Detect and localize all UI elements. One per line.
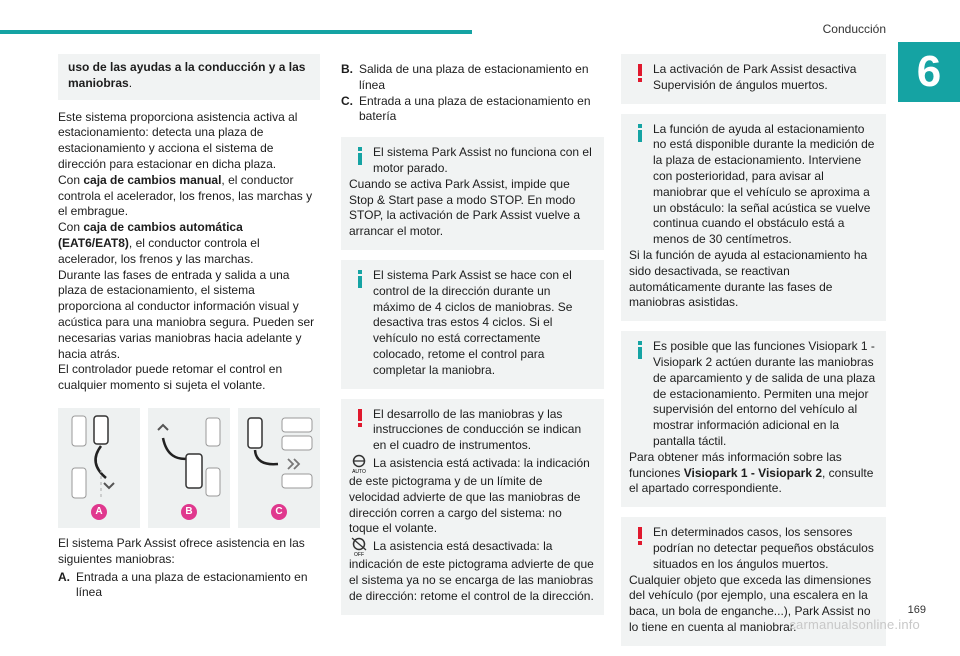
info-box-visiopark bbox=[621, 331, 886, 507]
warning-text: En determinados casos, los sensores podrían no detectar pequeños obstáculos situados en los ángulos muertos. bbox=[653, 525, 874, 571]
figure-panel-b bbox=[148, 408, 230, 528]
info-icon bbox=[353, 147, 367, 165]
list-label-a: A. bbox=[58, 569, 70, 584]
park-assist-figure bbox=[58, 408, 320, 528]
label-a: A bbox=[91, 504, 107, 520]
list-item-b bbox=[341, 62, 604, 94]
section-title: Conducción bbox=[822, 22, 886, 36]
parallel-parking-illustration bbox=[58, 408, 140, 508]
info-icon bbox=[633, 124, 647, 142]
svg-text:AUTO: AUTO bbox=[352, 468, 366, 474]
column-2 bbox=[341, 62, 604, 625]
info-icon bbox=[633, 341, 647, 359]
info-box-engine bbox=[341, 137, 604, 250]
maneuvers-intro: El sistema Park Assist ofrece asistencia en las siguientes maniobras: bbox=[58, 535, 305, 566]
list-item-a bbox=[58, 570, 320, 602]
label-b: B bbox=[181, 504, 197, 520]
page-number: 169 bbox=[907, 604, 926, 616]
info-text-rest: Cuando se activa Park Assist, impide que Stop & Start pase a modo STOP. En modo STOP, la activación de Park Assist vuelve a arrancar el motor. bbox=[349, 176, 581, 239]
note-bold-text: uso de las ayudas a la conducción y a las maniobras bbox=[68, 60, 306, 90]
info-text: El sistema Park Assist se hace con el control de la dirección durante un máximo de 4 ciclos de maniobras. Se desactiva tras estos 4 ciclos. Si el vehículo no está correctamente colocado, retome el control para completar la maniobra. bbox=[373, 267, 573, 377]
watermark: carmanualsonline.info bbox=[789, 617, 920, 632]
list-text-b: Salida de una plaza de estacionamiento en línea bbox=[359, 62, 589, 92]
continued-note-box bbox=[58, 54, 320, 100]
svg-text:OFF: OFF bbox=[354, 552, 364, 558]
assist-inactive-text: OFF La asistencia está desactivada: la indicación de este pictograma advierte de que el sistema ya no se encarga de las maniobras de dirección: retome el control de la dirección. bbox=[349, 537, 594, 604]
driver-control-paragraph: El controlador puede retomar el control en cualquier momento si sujeta el volante. bbox=[58, 362, 283, 393]
figure-panel-c bbox=[238, 408, 320, 528]
intro-paragraph: Este sistema proporciona asistencia activa al estacionamiento: detecta una plaza de estacionamiento y acciona el sistema de dirección para estacionar en dicha plaza. bbox=[58, 109, 298, 171]
info-text-rest: Si la función de ayuda al estacionamiento ha sido desactivada, se reactivan automáticamente durante las fases de maniobras asistidas. bbox=[629, 247, 868, 310]
steering-off-icon bbox=[349, 537, 369, 557]
header-accent-bar bbox=[0, 30, 472, 34]
list-label-b: B. bbox=[341, 62, 353, 76]
phases-paragraph: Durante las fases de entrada y salida a una plaza de estacionamiento, el sistema proporciona al conductor información visual y acústica para una maniobra segura. Pueden ser necesarias varias maniobras hacia adelante y hacia atrás. bbox=[58, 267, 315, 361]
list-item-c bbox=[341, 94, 604, 126]
list-text-a: Entrada a una plaza de estacionamiento en línea bbox=[76, 569, 308, 600]
warning-icon bbox=[633, 527, 647, 545]
column-1 bbox=[58, 54, 320, 601]
info-text: Es posible que las funciones Visiopark 1 - Visiopark 2 actúen durante las maniobras de aparcamiento y de salida de una plaza de estacionamiento. Permiten una mejor supervisión del entorno del vehículo al mostrar información adicional en la pantalla táctil. bbox=[653, 339, 876, 448]
info-box-parking-aid bbox=[621, 114, 886, 322]
chapter-number-tab: 6 bbox=[898, 42, 960, 102]
warning-box-blindspot bbox=[621, 54, 886, 104]
visiopark-reference: Para obtener más información sobre las funciones Visiopark 1 - Visiopark 2, consulte el apartado correspondiente. bbox=[629, 449, 874, 496]
steering-auto-icon bbox=[349, 454, 369, 474]
exit-parking-illustration bbox=[148, 408, 230, 508]
info-box-cycles bbox=[341, 260, 604, 389]
manual-gearbox-paragraph: Con caja de cambios manual, el conductor controla el acelerador, los frenos, las marchas y el embrague. bbox=[58, 172, 313, 219]
warning-text: El desarrollo de las maniobras y las instrucciones de conducción se indican en el cuadro de instrumentos. bbox=[373, 406, 582, 453]
info-text: La función de ayuda al estacionamiento no está disponible durante la medición de la plaza de estacionamiento. Interviene con posterioridad, para avisar al maniobrar que el vehículo se aproxima a un obstáculo: la señal acústica se vuelve continua cuando el obstáculo está a menos de 30 centímetros. bbox=[653, 121, 875, 247]
info-text: El sistema Park Assist no funciona con el motor parado. bbox=[373, 145, 592, 175]
label-c: C bbox=[271, 504, 287, 520]
note-end: . bbox=[128, 75, 133, 90]
perpendicular-parking-illustration bbox=[238, 408, 320, 508]
warning-text-rest: Cualquier objeto que exceda las dimensiones del vehículo (por ejemplo, una escalera en la baca, un bola de enganche...), Park Assist no lo tiene en cuenta al maniobrar. bbox=[629, 572, 872, 634]
warning-box-instructions bbox=[341, 399, 604, 615]
info-icon bbox=[353, 270, 367, 288]
assist-active-text: AUTO La asistencia está activada: la indicación de este pictograma y de un límite de velocidad advierte de que las maniobras de dirección corren a cargo del sistema: no toque el volante. bbox=[349, 454, 594, 537]
warning-icon bbox=[353, 409, 367, 427]
column-3 bbox=[621, 54, 886, 656]
warning-icon bbox=[633, 64, 647, 82]
warning-text: La activación de Park Assist desactiva Supervisión de ángulos muertos. bbox=[653, 62, 857, 92]
list-text-c: Entrada a una plaza de estacionamiento en batería bbox=[359, 93, 591, 124]
figure-panel-a bbox=[58, 408, 140, 528]
list-label-c: C. bbox=[341, 93, 353, 108]
automatic-gearbox-paragraph: Con caja de cambios automática (EAT6/EAT8), el conductor controla el acelerador, los frenos y las marchas. bbox=[58, 220, 260, 266]
